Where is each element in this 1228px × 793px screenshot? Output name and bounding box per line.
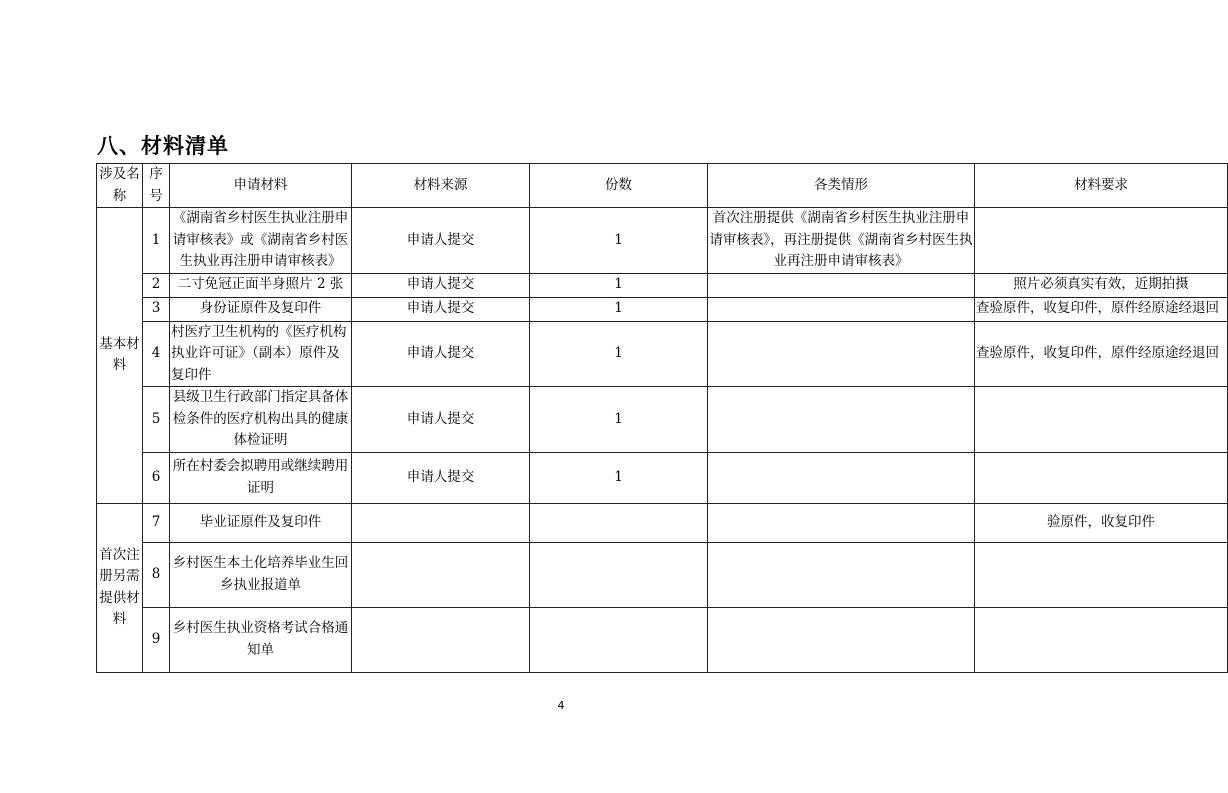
page-number: 4 (557, 699, 565, 712)
group-basic-materials: 基本材料 (97, 208, 143, 504)
row-material: 乡村医生执业资格考试合格通知单 (170, 607, 352, 672)
section-title: 八、材料清单 (97, 134, 229, 158)
table-row (97, 208, 1228, 274)
row-source: 申请人提交 (352, 273, 530, 297)
row-copies: 1 (530, 273, 708, 297)
row-situation (708, 321, 975, 387)
row-source (352, 503, 530, 542)
row-source: 申请人提交 (352, 387, 530, 453)
table-row (97, 297, 1228, 321)
row-seq: 7 (143, 503, 170, 542)
table-row (97, 321, 1228, 387)
row-requirement (975, 607, 1228, 672)
row-copies: 1 (530, 297, 708, 321)
row-material: 乡村医生本土化培养毕业生回乡执业报道单 (170, 542, 352, 607)
row-requirement (975, 208, 1228, 274)
row-situation: 首次注册提供《湖南省乡村医生执业注册申请审核表》，再注册提供《湖南省乡村医生执业再注册申请审核表》 (708, 208, 975, 274)
materials-table (96, 163, 1228, 673)
header-material: 申请材料 (170, 164, 352, 208)
row-copies (530, 542, 708, 607)
row-situation (708, 273, 975, 297)
table-row (97, 452, 1228, 503)
row-source (352, 542, 530, 607)
row-material: 二寸免冠正面半身照片 2 张 (170, 273, 352, 297)
row-requirement (975, 542, 1228, 607)
row-seq: 5 (143, 387, 170, 453)
row-requirement (975, 387, 1228, 453)
row-material: 身份证原件及复印件 (170, 297, 352, 321)
header-seq: 序号 (143, 164, 170, 208)
row-seq: 4 (143, 321, 170, 387)
row-requirement: 查验原件，收复印件，原件经原途经退回 (975, 297, 1228, 321)
table-row (97, 607, 1228, 672)
table-row (97, 273, 1228, 297)
row-material: 毕业证原件及复印件 (170, 503, 352, 542)
row-source: 申请人提交 (352, 208, 530, 274)
row-requirement: 查验原件，收复印件，原件经原途经退回 (975, 321, 1228, 387)
row-seq: 1 (143, 208, 170, 274)
row-material: 县级卫生行政部门指定具备体检条件的医疗机构出具的健康体检证明 (170, 387, 352, 453)
row-seq: 9 (143, 607, 170, 672)
row-situation (708, 387, 975, 453)
row-requirement: 验原件，收复印件 (975, 503, 1228, 542)
row-situation (708, 503, 975, 542)
row-situation (708, 607, 975, 672)
row-situation (708, 542, 975, 607)
header-requirements: 材料要求 (975, 164, 1228, 208)
header-source: 材料来源 (352, 164, 530, 208)
row-copies: 1 (530, 452, 708, 503)
row-material: 村医疗卫生机构的《医疗机构执业许可证》（副本）原件及复印件 (170, 321, 352, 387)
row-copies (530, 503, 708, 542)
table-row (97, 387, 1228, 453)
row-requirement: 照片必须真实有效，近期拍摄 (975, 273, 1228, 297)
row-situation (708, 452, 975, 503)
row-source (352, 607, 530, 672)
row-copies (530, 607, 708, 672)
row-material: 所在村委会拟聘用或继续聘用证明 (170, 452, 352, 503)
header-category: 涉及名称 (97, 164, 143, 208)
row-copies: 1 (530, 208, 708, 274)
row-source: 申请人提交 (352, 452, 530, 503)
row-seq: 8 (143, 542, 170, 607)
row-copies: 1 (530, 321, 708, 387)
row-source: 申请人提交 (352, 321, 530, 387)
table-row (97, 542, 1228, 607)
row-requirement (975, 452, 1228, 503)
row-seq: 2 (143, 273, 170, 297)
row-situation (708, 297, 975, 321)
table-row (97, 503, 1228, 542)
row-copies: 1 (530, 387, 708, 453)
row-seq: 3 (143, 297, 170, 321)
table-header-row (97, 164, 1228, 208)
header-situations: 各类情形 (708, 164, 975, 208)
group-first-registration: 首次注册另需提供材料 (97, 503, 143, 672)
header-copies: 份数 (530, 164, 708, 208)
row-source: 申请人提交 (352, 297, 530, 321)
row-material: 《湖南省乡村医生执业注册申请审核表》或《湖南省乡村医生执业再注册申请审核表》 (170, 208, 352, 274)
row-seq: 6 (143, 452, 170, 503)
